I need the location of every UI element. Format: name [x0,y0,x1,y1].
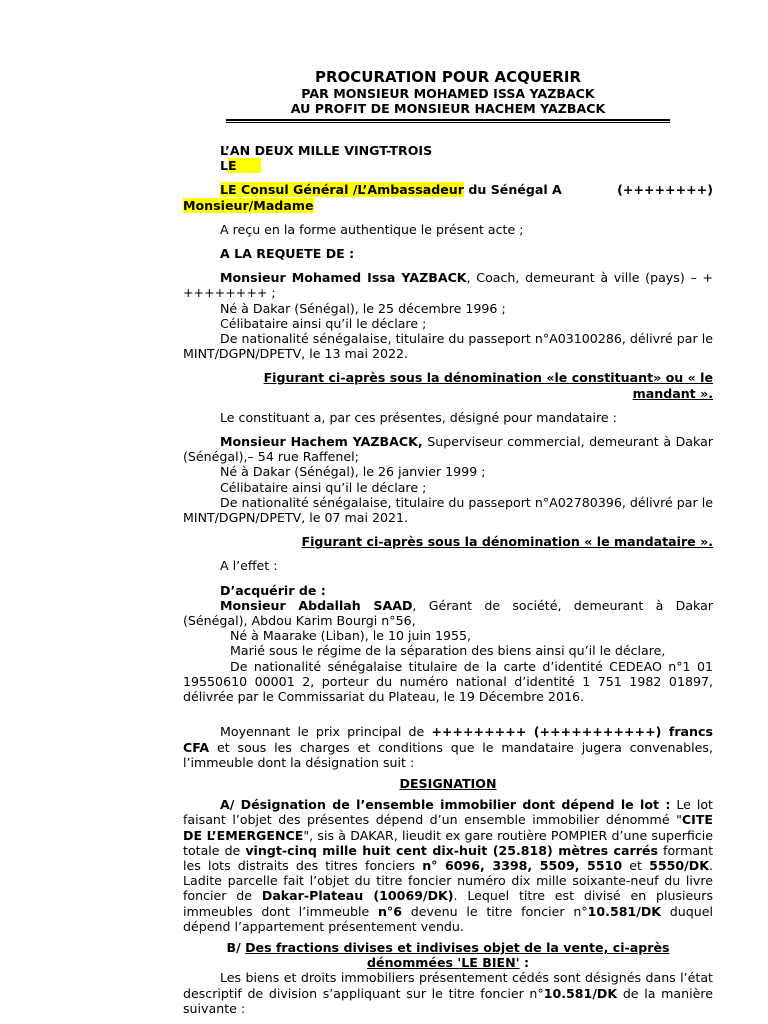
section-a-text-2: ", sis à DAKAR, lieudit ex gare routière POMPIER d’une superficie totale de [183,827,713,858]
designe-line: Le constituant a, par ces présentes, désigné pour mandataire : [220,409,617,425]
section-b-bold-1: 10.581/DK [543,985,618,1001]
vendeur-nationality: De nationalité sénégalaise titulaire de la carte d’identité CEDEAO n°1 01 19550610 00001 2, porteur du numéro national d’identité 1 751 1982 01897, délivrée par le Commissariat du Plateau, le 19 Décembre 2016. [183,658,713,705]
section-a-bold-4: 5550/DK [649,857,709,873]
vendeur-regime: Marié sous le régime de la séparation des biens ainsi qu’il le déclare, [230,643,666,659]
le-text: L [220,158,229,174]
mandataire-status: Célibataire ainsi qu’il le déclare ; [220,479,427,495]
prix-intro: Moyennant le prix principal de [220,724,432,740]
section-a-bold-3: n° 6096, 3398, 5509, 5510 [422,857,623,873]
mandataire-nationality: De nationalité sénégalaise, titulaire du passeport n°A02780396, délivré par le MINT/DGPN/DPETV, le 07 mai 2021. [183,494,713,526]
section-a-heading: A/ Désignation de l’ensemble immobilier dont dépend le lot : [220,797,671,813]
section-a-bold-7: 10.581/DK [587,903,662,919]
vendeur-address: , Gérant de société, demeurant à Dakar (Sénégal), Abdou Karim Bourgi n°56, [183,597,713,629]
section-a-bold-5: Dakar-Plateau (10069/DK) [261,888,454,904]
le-highlight: E [228,158,261,173]
consul-placeholder: (++++++++) [617,182,713,198]
section-b-text-1: Les biens et droits immobiliers présentement cédés sont désignés dans l’état descriptif de division s’appliquant sur le titre foncier n° [183,970,713,1001]
constituant-line [183,270,713,300]
section-b-colon: : [519,955,529,971]
le-line [183,158,713,173]
section-a-text-8: duquel dépend l’appartement présentement vendu. [183,903,714,934]
acquerir-heading: D’acquérir de : [220,582,326,598]
section-a-text-6: . Lequel titre est divisé en plusieurs immeubles dont l’immeuble [183,888,714,919]
consul-name-highlight: Monsieur/Madame [183,197,314,213]
section-a-text-7: devenu le titre foncier n° [401,903,588,919]
section-b-heading: Des fractions divises et indivises objet de la vente, ci-après dénommées 'LE BIEN' [245,939,670,971]
constituant-nationality: De nationalité sénégalaise, titulaire du passeport n°A03100286, délivré par le MINT/DGPN/DPETV, le 13 mai 2022. [183,331,713,362]
requete-heading: A LA REQUETE DE : [220,246,355,262]
section-a-bold-2: vingt-cinq mille huit cent dix-huit (25.818) mètres carrés [245,842,658,858]
document-title: PROCURATION POUR ACQUERIR [315,68,581,86]
section-a-paragraph [183,797,713,934]
prix-conditions: et sous les charges et conditions que le mandataire jugera convenables, l’immeuble dont la désignation suit : [183,739,713,770]
section-b-heading-line [183,940,713,970]
figurant-constituant: Figurant ci-après sous la dénomination «le constituant» ou « le mandant ». [263,370,713,401]
section-a-text-5: . Ladite parcelle fait l’objet du titre foncier numéro dix mille soixante-neuf du livre foncier de [183,857,713,904]
section-a-text-4: et [622,857,650,873]
mandataire-line [183,434,713,464]
constituant-status: Célibataire ainsi qu’il le déclare ; [220,315,427,331]
effet-line: A l’effet : [220,558,278,574]
section-a-bold-6: n°6 [377,903,402,919]
consul-rest: du Sénégal A [463,182,562,198]
date-line: L’AN DEUX MILLE VINGT-TROIS [220,143,433,158]
consul-highlight: LE Consul Général /L’Ambassadeur [220,182,464,198]
vendeur-born: Né à Maarake (Liban), le 10 juin 1955, [230,628,472,644]
section-b-text-2: de la manière suivante : [183,985,713,1016]
section-a-text-1: Le lot faisant l’objet des présentes dépend d’un ensemble immobilier dénommé " [183,797,713,828]
document-subtitle-1: PAR MONSIEUR MOHAMED ISSA YAZBACK [301,86,595,101]
section-b-prefix: B/ [226,939,246,955]
prix-amount: +++++++++ (+++++++++++) francs CFA [183,724,713,755]
prix-paragraph [183,724,713,770]
designation-heading: DESIGNATION [399,775,497,791]
document-subtitle-2: AU PROFIT DE MONSIEUR HACHEM YAZBACK [290,101,606,116]
section-a-bold-1: CITE DE L’EMERGENCE [183,812,713,843]
constituant-address: , Coach, demeurant à ville (pays) – + ++++++++ ; [183,270,713,301]
vendeur-name: Monsieur Abdallah SAAD [220,597,413,613]
vendeur-line [183,598,713,628]
section-a-text-3: formant les lots distraits des titres fonciers [183,842,714,873]
mandataire-name: Monsieur Hachem YAZBACK, [220,434,423,450]
mandataire-address: Superviseur commercial, demeurant à Dakar (Sénégal),– 54 rue Raffenel; [183,434,713,465]
figurant-mandataire: Figurant ci-après sous la dénomination « le mandataire ». [301,534,713,550]
mandataire-born: Né à Dakar (Sénégal), le 26 janvier 1999 ; [220,464,486,480]
consul-name-line [183,198,713,213]
consul-line [183,182,713,197]
section-b-paragraph [183,970,713,1016]
constituant-born: Né à Dakar (Sénégal), le 25 décembre 1996 ; [220,300,506,316]
constituant-name: Monsieur Mohamed Issa YAZBACK [220,270,467,286]
document-page [183,68,713,1016]
recu-line: A reçu en la forme authentique le présent acte ; [220,221,524,237]
